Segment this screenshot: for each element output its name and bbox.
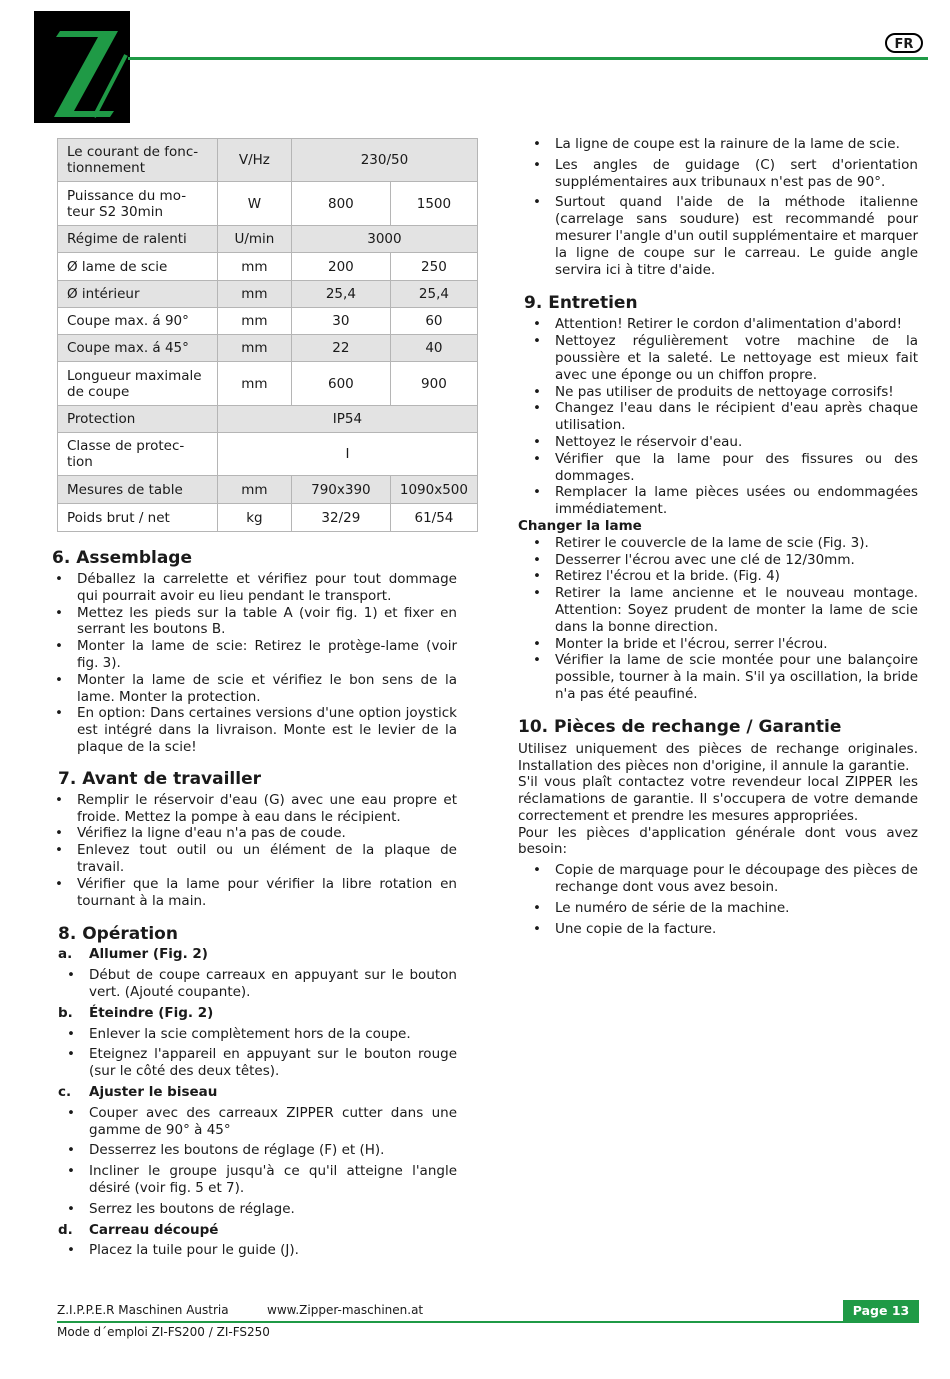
spec-label: Coupe max. á 45° [58, 335, 218, 362]
subsection-changer-lame: Changer la lame [518, 517, 642, 534]
list-item: • Remplacer la lame pièces usées ou endommagées immédiatement. [530, 484, 918, 518]
list-item: • Eteignez l'appareil en appuyant sur le bouton rouge (sur le côté des deux têtes). [64, 1046, 457, 1080]
spec-label: Poids brut / net [58, 504, 218, 532]
section-title-operation: 8. Opération [58, 924, 178, 945]
spec-value: 800 [291, 182, 390, 226]
spec-value: IP54 [217, 406, 477, 433]
list-item: • Retirer la lame ancienne et le nouveau montage. Attention: Soyez prudent de monter la lame de scie dans la bonne direction. [530, 585, 918, 635]
zipper-logo [34, 11, 130, 123]
subsection-biseau: c. Ajuster le biseau [58, 1083, 218, 1100]
spec-value: 25,4 [291, 281, 390, 308]
spec-unit: mm [217, 308, 291, 335]
list-item: • Vérifier que la lame pour des fissures ou des dommages. [530, 451, 918, 485]
spec-label: Ø lame de scie [58, 253, 218, 281]
list-item: • Retirez l'écrou et la bride. (Fig. 4) [530, 568, 918, 585]
table-row [58, 281, 478, 308]
spec-value: 1090x500 [390, 476, 477, 504]
header-rule [128, 57, 928, 60]
list-item: • Vérifier la lame de scie montée pour une balançoire possible, tourner à la main. S'il ya oscillation, la bride n'a pas été peaufiné. [530, 652, 918, 702]
spec-label: Régime de ralenti [58, 226, 218, 253]
spec-value: 25,4 [390, 281, 477, 308]
list-item: • Changez l'eau dans le récipient d'eau après chaque utilisation. [530, 400, 918, 434]
entretien-list [518, 316, 918, 518]
allumer-list [52, 967, 457, 1001]
spec-value: 1500 [390, 182, 477, 226]
section-title-avant: 7. Avant de travailler [58, 768, 262, 789]
spec-label: Le courant de fonc-tionnement [58, 139, 218, 182]
subsection-carreau: d. Carreau découpé [58, 1221, 219, 1238]
list-item: • Monter la lame de scie et vérifiez le bon sens de la lame. Monter la protection. [52, 672, 457, 706]
spec-unit: kg [217, 504, 291, 532]
spec-unit: U/min [217, 226, 291, 253]
list-item: • Incliner le groupe jusqu'à ce qu'il atteigne l'angle désiré (voir fig. 5 et 7). [64, 1163, 457, 1197]
spec-label: Protection [58, 406, 218, 433]
list-item: • Le numéro de série de la machine. [530, 900, 918, 917]
spec-unit: V/Hz [217, 139, 291, 182]
spec-label: Ø intérieur [58, 281, 218, 308]
spec-label: Classe de protec-tion [58, 433, 218, 476]
spec-label: Coupe max. á 90° [58, 308, 218, 335]
table-row [58, 406, 478, 433]
table-row [58, 504, 478, 532]
table-row [58, 476, 478, 504]
table-row [58, 433, 478, 476]
spec-value: 600 [291, 362, 390, 406]
table-row [58, 253, 478, 281]
spec-unit: mm [217, 253, 291, 281]
paragraph: Pour les pièces d'application générale dont vous avez besoin: [518, 824, 918, 858]
spec-value: 250 [390, 253, 477, 281]
list-item: • Serrez les boutons de réglage. [64, 1201, 457, 1218]
spec-value: 40 [390, 335, 477, 362]
section-title-assemblage: 6. Assemblage [52, 548, 193, 568]
list-item: • Desserrez les boutons de réglage (F) et (H). [64, 1142, 457, 1159]
spec-value: I [217, 433, 477, 476]
list-item: • Monter la lame de scie: Retirez le protège-lame (voir fig. 3). [52, 638, 457, 672]
pieces-list [518, 862, 918, 937]
changer-lame-list [518, 535, 918, 703]
table-row [58, 335, 478, 362]
spec-value: 200 [291, 253, 390, 281]
list-item: • Vérifiez la ligne d'eau n'a pas de coude. [52, 825, 457, 842]
list-item: • Nettoyez régulièrement votre machine de la poussière et la saleté. Le nettoyage est mieux fait avec une éponge ou un chiffon propre. [530, 333, 918, 383]
list-item: • Déballez la carrelette et vérifiez pour tout dommage qui pourrait avoir eu lieu pendant le transport. [52, 571, 457, 605]
table-row [58, 226, 478, 253]
list-item: • Nettoyez le réservoir d'eau. [530, 434, 918, 451]
footer-manual: Mode d´emploi ZI-FS200 / ZI-FS250 [57, 1325, 270, 1339]
list-item: • Copie de marquage pour le découpage des pièces de rechange dont vous avez besoin. [530, 862, 918, 896]
list-item: • Retirer le couvercle de la lame de scie (Fig. 3). [530, 535, 918, 552]
spec-label: Puissance du mo-teur S2 30min [58, 182, 218, 226]
section-title-pieces: 10. Pièces de rechange / Garantie [518, 716, 842, 737]
left-column [52, 547, 457, 1259]
table-row [58, 308, 478, 335]
list-item: • Les angles de guidage (C) sert d'orientation supplémentaires aux tribunaux n'est pas de 90°. [530, 157, 918, 191]
list-item: • Remplir le réservoir d'eau (G) avec une eau propre et froide. Mettez la pompe à eau dans le récipient. [52, 792, 457, 826]
eteindre-list [52, 1026, 457, 1080]
list-item: • Placez la tuile pour le guide (J). [64, 1242, 457, 1259]
spec-value: 32/29 [291, 504, 390, 532]
footer-rule [57, 1321, 919, 1323]
list-item: • Desserrer l'écrou avec une clé de 12/30mm. [530, 552, 918, 569]
table-row [58, 182, 478, 226]
spec-unit: mm [217, 335, 291, 362]
spec-unit: mm [217, 281, 291, 308]
carreau-list [52, 1242, 457, 1259]
spec-value: 790x390 [291, 476, 390, 504]
list-item: • En option: Dans certaines versions d'une option joystick est intégré dans la livraison. Monte est le levier de la plaque de la scie! [52, 705, 457, 755]
spec-unit: mm [217, 362, 291, 406]
list-item: • Monter la bride et l'écrou, serrer l'écrou. [530, 636, 918, 653]
list-item: • Attention! Retirer le cordon d'alimentation d'abord! [530, 316, 918, 333]
list-item: • Mettez les pieds sur la table A (voir fig. 1) et fixer en serrant les boutons B. [52, 605, 457, 639]
spec-value: 22 [291, 335, 390, 362]
table-row [58, 362, 478, 406]
table-row [58, 139, 478, 182]
paragraph: S'il vous plaît contactez votre revendeur local ZIPPER les réclamations de garantie. Il s'occupera de votre demande correctement et prendre les mesures appropriées. [518, 774, 918, 824]
list-item: • Une copie de la facture. [530, 921, 918, 938]
list-item: • Enlevez tout outil ou un élément de la plaque de travail. [52, 842, 457, 876]
subsection-allumer: a. Allumer (Fig. 2) [58, 946, 208, 963]
right-column [518, 136, 918, 937]
specs-table [57, 138, 478, 532]
language-badge: FR [885, 33, 923, 53]
page-number: Page 13 [843, 1300, 919, 1322]
spec-value: 230/50 [291, 139, 477, 182]
subsection-eteindre: b. Éteindre (Fig. 2) [58, 1004, 214, 1021]
list-item: • La ligne de coupe est la rainure de la lame de scie. [530, 136, 918, 153]
spec-label: Longueur maximale de coupe [58, 362, 218, 406]
assemblage-list [52, 571, 457, 756]
paragraph: Utilisez uniquement des pièces de rechange originales. Installation des pièces non d'origine, il annule la garantie. [518, 740, 918, 774]
avant-list [52, 792, 457, 910]
spec-unit: W [217, 182, 291, 226]
list-item: • Surtout quand l'aide de la méthode italienne (carrelage sans soudure) est recommandé pour mesurer l'angle d'un outil supplémentaire et marquer la ligne de coupe sur le carreau. Le guide angle servira ici à titre d'aide. [530, 194, 918, 278]
list-item: • Vérifier que la lame pour vérifier la libre rotation en tournant à la main. [52, 876, 457, 910]
spec-unit: mm [217, 476, 291, 504]
biseau-list [52, 1105, 457, 1218]
footer-website[interactable]: www.Zipper-maschinen.at [267, 1303, 424, 1317]
spec-value: 60 [390, 308, 477, 335]
spec-value: 3000 [291, 226, 477, 253]
list-item: • Couper avec des carreaux ZIPPER cutter dans une gamme de 90° à 45° [64, 1105, 457, 1139]
intro-list [518, 136, 918, 278]
list-item: • Ne pas utiliser de produits de nettoyage corrosifs! [530, 384, 918, 401]
footer-company: Z.I.P.P.E.R Maschinen Austria [57, 1303, 229, 1317]
spec-label: Mesures de table [58, 476, 218, 504]
spec-value: 900 [390, 362, 477, 406]
list-item: • Enlever la scie complètement hors de la coupe. [64, 1026, 457, 1043]
section-title-entretien: 9. Entretien [524, 293, 638, 314]
spec-value: 30 [291, 308, 390, 335]
spec-value: 61/54 [390, 504, 477, 532]
list-item: • Début de coupe carreaux en appuyant sur le bouton vert. (Ajouté coupante). [64, 967, 457, 1001]
